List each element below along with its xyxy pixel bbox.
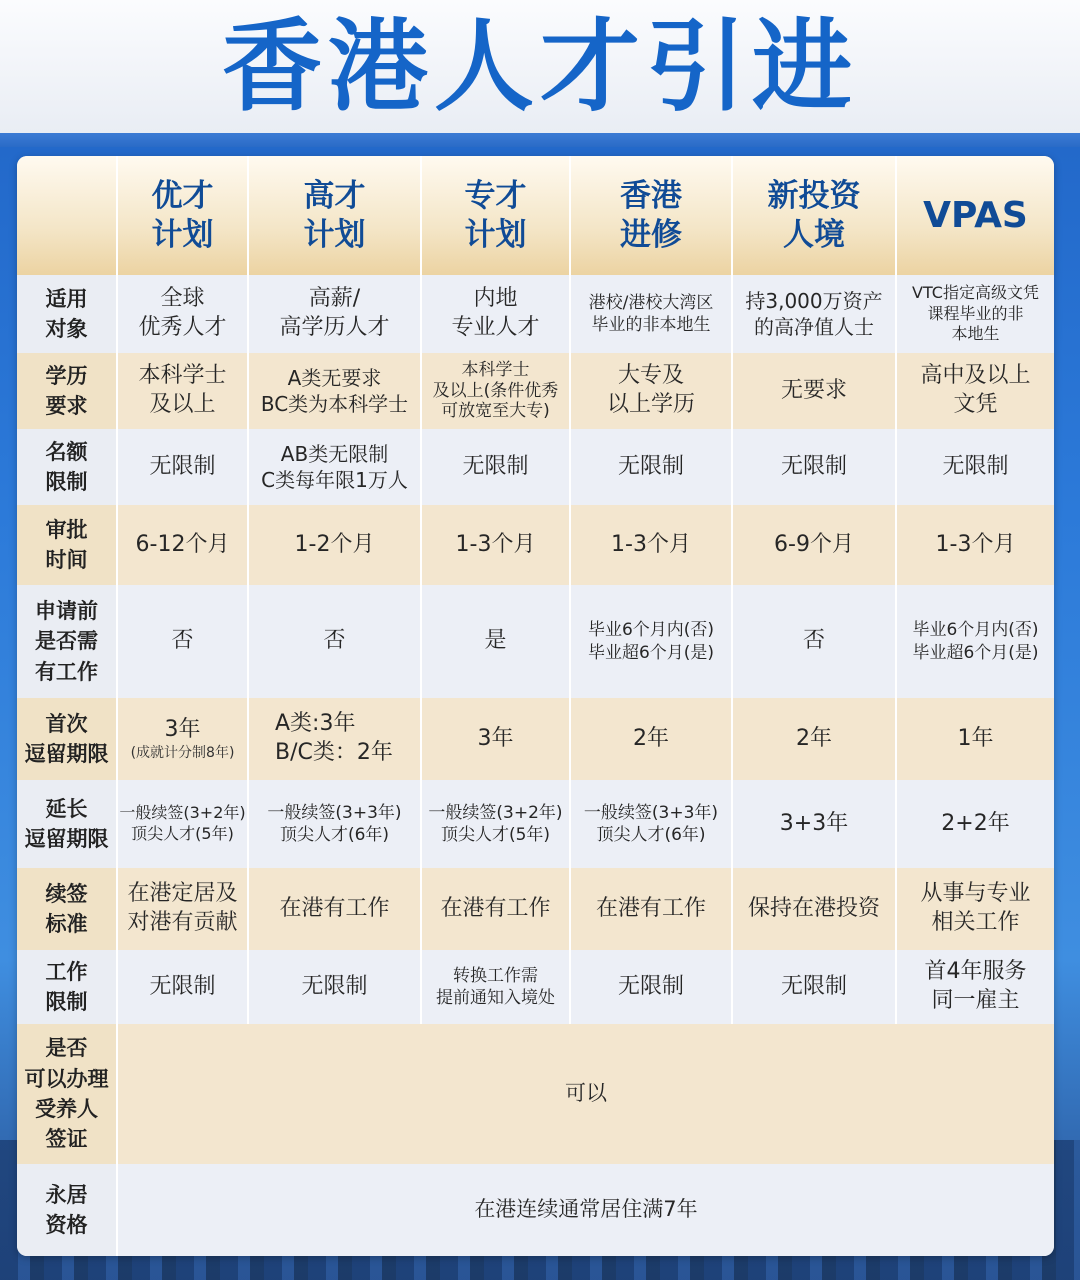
cell-line: A类无要求	[287, 366, 382, 390]
row-label	[17, 505, 118, 585]
row-label	[17, 275, 118, 353]
table-row	[17, 1164, 1054, 1256]
table-cell	[733, 698, 897, 780]
label-line: 时间	[45, 548, 88, 572]
label-line: 申请前	[35, 598, 98, 623]
cell-line: VTC指定高级文凭	[912, 282, 1039, 302]
table-cell	[571, 585, 733, 698]
cell-line: 3年	[477, 725, 514, 751]
cell-line: 及以上(条件优秀	[432, 380, 559, 401]
table-cell	[249, 950, 422, 1024]
header-corner	[17, 156, 118, 275]
cell-line: 一般续签(3+3年)	[583, 802, 719, 823]
table-cell	[118, 780, 249, 868]
label-line: 逗留期限	[24, 827, 109, 851]
cell-line: 顶尖人才(5年)	[440, 825, 551, 845]
header-cell	[571, 156, 733, 275]
cell-line: 无限制	[149, 973, 216, 999]
cell-line: 3年	[164, 716, 201, 742]
label-line: 是否	[45, 1036, 88, 1061]
comparison-table	[17, 156, 1054, 1256]
table-cell	[422, 353, 571, 429]
cell-line: 本地生	[951, 324, 1000, 344]
cell-line: 2年	[633, 725, 669, 751]
cell-line: 及以上	[149, 392, 216, 417]
table-row	[17, 950, 1054, 1024]
header-line: 高才	[303, 177, 366, 214]
cell-line: BC类为本科学士	[260, 392, 409, 416]
table-cell	[118, 505, 249, 585]
cell-line: 从事与专业	[920, 881, 1031, 907]
label-line: 永居	[45, 1182, 88, 1207]
header-cell	[118, 156, 249, 275]
table-cell	[422, 950, 571, 1024]
label-line: 学历	[45, 363, 88, 388]
cell-line: 无限制	[780, 973, 847, 999]
cell-line: 一般续签(3+2年)	[119, 803, 246, 823]
table-cell	[571, 275, 733, 353]
cell-line: 大专及	[617, 363, 684, 389]
label-line: 是否需	[35, 629, 98, 654]
table-cell	[571, 868, 733, 950]
cell-line: 相关工作	[931, 910, 1020, 935]
table-row	[17, 868, 1054, 950]
merged-cell	[118, 1024, 1054, 1164]
table-cell	[897, 353, 1054, 429]
cell-line: 在港有工作	[595, 895, 706, 921]
cell-line: 1-3个月	[455, 531, 536, 557]
table-cell	[571, 780, 733, 868]
label-line: 审批	[45, 517, 88, 542]
row-label	[17, 868, 118, 950]
table-cell	[733, 429, 897, 505]
cell-line: 无限制	[942, 453, 1009, 479]
cell-line: 毕业超6个月(是)	[912, 642, 1039, 663]
table-cell	[422, 429, 571, 505]
header-cell	[897, 156, 1054, 275]
label-line: 名额	[45, 439, 88, 464]
cell-line: 对港有贡献	[127, 910, 238, 935]
cell-line: AB类无限制	[280, 442, 389, 466]
table-cell	[897, 275, 1054, 353]
title-banner	[0, 0, 1080, 133]
label-line: 限制	[45, 990, 88, 1014]
table-cell	[422, 275, 571, 353]
cell-line: 顶尖人才(6年)	[596, 825, 706, 845]
label-line: 受养人	[35, 1097, 98, 1121]
table-cell	[118, 868, 249, 950]
label-line: 延长	[45, 796, 88, 821]
cell-line: 6-12个月	[135, 531, 230, 557]
table-cell	[118, 353, 249, 429]
cell-line: 转换工作需	[453, 965, 538, 986]
cell-line: 无限制	[780, 453, 847, 479]
label-line: 工作	[45, 959, 88, 984]
table-row	[17, 585, 1054, 698]
table-cell	[733, 505, 897, 585]
cell-line: 毕业6个月内(否)	[912, 620, 1039, 641]
cell-line: 文凭	[953, 392, 998, 417]
cell-line: 同一雇主	[931, 988, 1020, 1013]
table-cell	[571, 505, 733, 585]
row-label	[17, 353, 118, 429]
cell-line: 1年	[957, 725, 994, 751]
cell-line: 专业人才	[451, 315, 540, 340]
cell-line: 无限制	[149, 453, 216, 479]
cell-line: B/C类：2年	[275, 740, 393, 765]
header-line: 计划	[151, 216, 214, 253]
table-cell	[733, 950, 897, 1024]
row-label	[17, 1164, 118, 1256]
table-row	[17, 275, 1054, 353]
table-row	[17, 505, 1054, 585]
table-row	[17, 698, 1054, 780]
cell-line: 在港定居及	[127, 881, 238, 907]
header-line: 人境	[783, 216, 845, 253]
cell-line: 全球	[160, 286, 205, 312]
cell-line: 顶尖人才(5年)	[131, 824, 234, 843]
table-cell	[249, 868, 422, 950]
table-cell	[897, 868, 1054, 950]
cell-line: 高中及以上	[920, 363, 1031, 389]
label-line: 有工作	[35, 659, 98, 684]
header-cell	[733, 156, 897, 275]
table-header-row	[17, 156, 1054, 275]
table-cell	[571, 950, 733, 1024]
cell-line: 否	[323, 628, 346, 654]
header-line: 计划	[464, 216, 527, 253]
cell-line: 毕业超6个月(是)	[587, 642, 715, 663]
table-cell	[422, 505, 571, 585]
header-cell	[422, 156, 571, 275]
cell-line: 可以	[565, 1081, 607, 1106]
cell-line: 持3,000万资产	[745, 289, 883, 313]
label-line: 续签	[45, 881, 88, 906]
table-cell	[733, 353, 897, 429]
label-line: 限制	[45, 470, 88, 494]
table-cell	[733, 275, 897, 353]
table-row	[17, 1024, 1054, 1164]
cell-line: 在港有工作	[279, 895, 390, 921]
cell-line: 无限制	[617, 453, 684, 479]
row-label	[17, 1024, 118, 1164]
table-cell	[571, 698, 733, 780]
cell-note: (成就计分制8年)	[130, 745, 235, 762]
table-cell	[249, 275, 422, 353]
table-cell	[733, 868, 897, 950]
table-cell	[571, 353, 733, 429]
table-cell	[897, 505, 1054, 585]
cell-line: 无限制	[617, 973, 684, 999]
cell-line: 毕业6个月内(否)	[587, 620, 715, 641]
header-line: 新投资	[767, 177, 861, 214]
cell-line: 无限制	[462, 453, 529, 479]
cell-line: C类每年限1万人	[261, 468, 408, 492]
cell-line: 无要求	[780, 377, 847, 403]
cell-line: 在港有工作	[440, 895, 551, 921]
cell-line: 可放宽至大专)	[441, 401, 550, 422]
cell-line: 一般续签(3+2年)	[428, 802, 563, 823]
cell-line: 2年	[796, 725, 832, 751]
cell-line: 高学历人才	[279, 315, 390, 340]
table-cell	[897, 429, 1054, 505]
table-cell	[118, 275, 249, 353]
table-row	[17, 353, 1054, 429]
header-line: 优才	[151, 177, 214, 214]
table-cell	[249, 698, 422, 780]
table-cell	[897, 698, 1054, 780]
table-cell	[897, 780, 1054, 868]
cell-line: 1-3个月	[935, 531, 1016, 557]
cell-line: 3+3年	[779, 810, 849, 836]
cell-line: 是	[484, 628, 507, 654]
cell-line: 课程毕业的非	[927, 303, 1024, 323]
cell-line: 优秀人才	[138, 315, 227, 340]
cell-line: 首4年服务	[924, 959, 1027, 985]
header-cell	[249, 156, 422, 275]
label-line: 逗留期限	[24, 742, 109, 766]
label-line: 签证	[45, 1127, 88, 1152]
merged-cell	[118, 1164, 1054, 1256]
table-cell	[422, 585, 571, 698]
table-row	[17, 780, 1054, 868]
header-line: 进修	[620, 216, 682, 253]
table-cell	[118, 585, 249, 698]
label-line: 首次	[45, 711, 88, 736]
table-cell	[118, 698, 249, 780]
table-cell	[571, 429, 733, 505]
table-cell	[733, 780, 897, 868]
cell-line: 本科学士	[138, 363, 227, 389]
cell-line: 否	[802, 628, 825, 654]
cell-line: 1-2个月	[294, 531, 375, 557]
cell-line: 无限制	[301, 973, 368, 999]
cell-line: 内地	[473, 286, 518, 312]
header-line: 香港	[620, 177, 682, 214]
table-cell	[249, 585, 422, 698]
table-cell	[422, 868, 571, 950]
cell-line: 本科学士	[461, 360, 530, 381]
row-label	[17, 585, 118, 698]
cell-line: A类:3年	[275, 711, 356, 737]
cell-line: 6-9个月	[774, 531, 854, 557]
table-cell	[118, 950, 249, 1024]
cell-line: 2+2年	[941, 810, 1010, 836]
table-cell	[422, 780, 571, 868]
label-line: 要求	[45, 394, 88, 418]
cell-line: 1-3个月	[611, 531, 691, 557]
label-line: 适用	[45, 286, 88, 311]
label-line: 对象	[45, 317, 88, 341]
cell-line: 一般续签(3+3年)	[267, 802, 402, 823]
table-cell	[118, 429, 249, 505]
cell-line: 港校/港校大湾区	[588, 292, 714, 313]
table-cell	[733, 585, 897, 698]
label-line: 资格	[45, 1213, 88, 1237]
label-line: 标准	[45, 912, 88, 936]
cell-line: 在港连续通常居住满7年	[474, 1197, 698, 1222]
table-cell	[897, 585, 1054, 698]
table-row	[17, 429, 1054, 505]
row-label	[17, 950, 118, 1024]
cell-line: 以上学历	[606, 392, 695, 417]
cell-line: 否	[171, 628, 194, 654]
cell-line: 毕业的非本地生	[591, 315, 711, 335]
header-line: 计划	[303, 216, 366, 253]
cell-line: 提前通知入境处	[436, 988, 555, 1008]
page-title: 香港人才引进	[222, 7, 858, 125]
table-cell	[249, 780, 422, 868]
table-cell	[249, 429, 422, 505]
table-cell	[249, 505, 422, 585]
cell-line: 顶尖人才(6年)	[279, 825, 390, 845]
header-line: 专才	[464, 177, 527, 214]
table-cell	[422, 698, 571, 780]
banner-divider	[0, 133, 1080, 147]
cell-line: 保持在港投资	[747, 895, 880, 921]
label-line: 可以办理	[24, 1066, 109, 1091]
row-label	[17, 698, 118, 780]
row-label	[17, 429, 118, 505]
row-label	[17, 780, 118, 868]
header-line: VPAS	[923, 195, 1028, 236]
table-cell	[897, 950, 1054, 1024]
cell-line: 高薪/	[308, 286, 361, 312]
cell-line: 的高净值人士	[754, 315, 874, 339]
table-cell	[249, 353, 422, 429]
